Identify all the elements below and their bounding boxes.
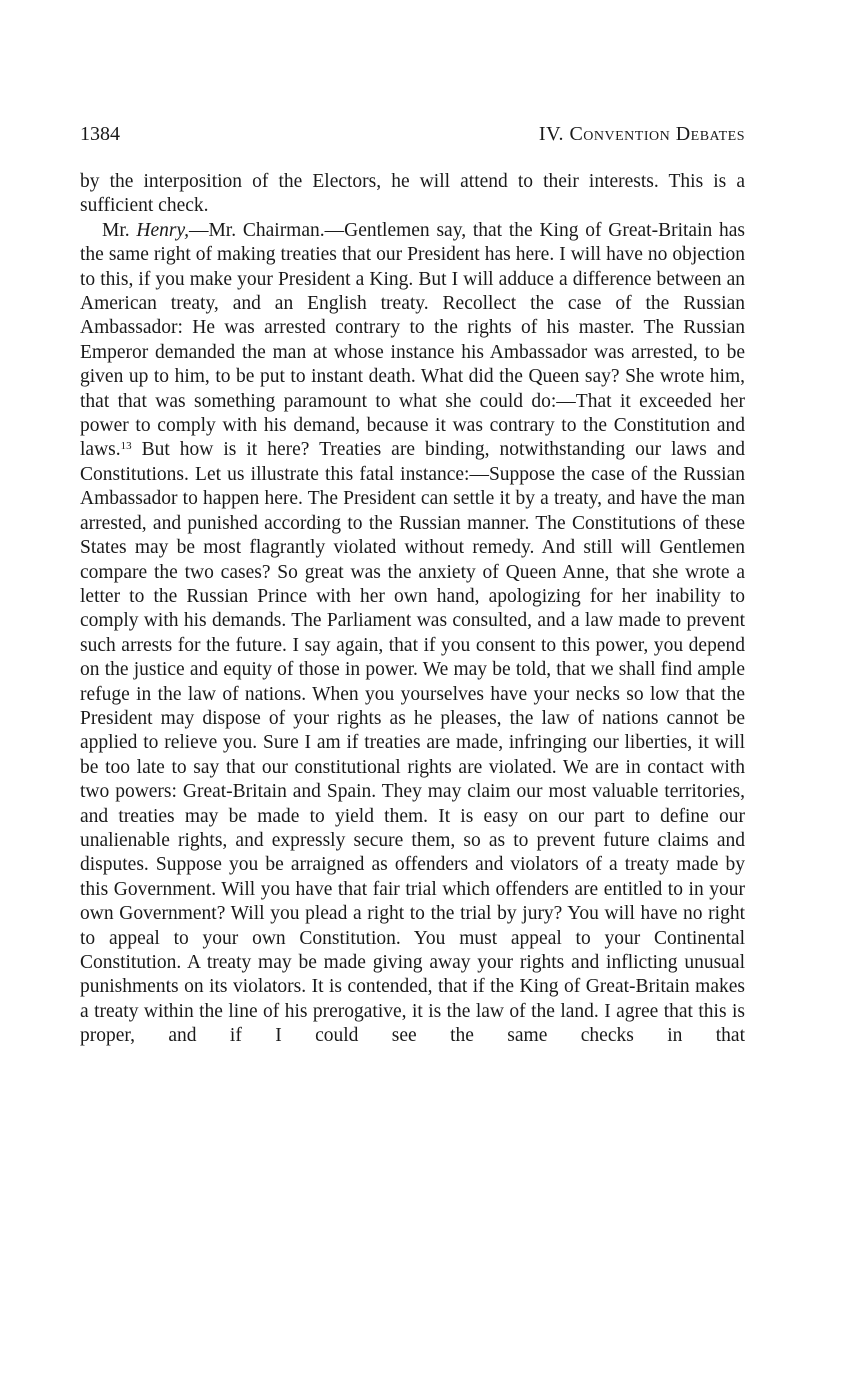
paragraph-continuation (80, 170, 745, 219)
footnote-reference[interactable]: 13 (120, 440, 132, 453)
speech-text-part2: But how is it here? Treaties are binding, notwithstanding our laws and Constitutions. Let us illustrate this fatal instance:—Suppose the case of the Russian Ambassador to happen here. The President can settle it by a treaty, and have the man arrested, and punished according to the Russian manner. The Constitutions of these States may be most flagrantly violated without remedy. And still will Gentlemen compare the two cases? So great was the anxiety of Queen Anne, that she wrote a letter to the Russian Prince with her own hand, apologizing for her inability to comply with his demands. The Parliament was consulted, and a law made to prevent such arrests for the future. I say again, that if you consent to this power, you depend on the justice and equity of those in power. We may be told, that we shall find ample refuge in the law of nations. When you yourselves have your necks so low that the President may dispose of your rights as he pleases, the law of nations cannot be applied to relieve you. Sure I am if treaties are made, infringing our liberties, it will be too late to say that our constitutional rights are violated. We are in contact with two powers: Great-Britain and Spain. They may claim our most valuable territories, and treaties may be made to yield them. It is easy on our part to define our unalienable rights, and expressly secure them, so as to prevent future claims and disputes. Suppose you be arraigned as offenders and violators of a treaty made by this Government. Will you have that fair trial which offenders are entitled to in your own Government? Will you plead a right to the trial by jury? You will have no right to appeal to your own Constitution. You must appeal to your Continental Constitution. A treaty may be made giving away your rights and inflicting unusual punishments on its violators. It is contended, that if the King of Great-Britain makes a treaty within the line of his prerogative, it is the law of the land. I agree that this is proper, and if I could see the same checks in that (80, 439, 745, 1047)
running-head: IV. Convention Debates (538, 123, 745, 145)
page-number: 1384 (80, 123, 120, 145)
continuation-text: by the interposition of the Electors, he will attend to their interests. This is a sufficient check. (80, 171, 745, 217)
paragraph-henry-speech (80, 219, 745, 1049)
page-header (80, 122, 745, 152)
speech-prefix: Mr. (102, 219, 137, 241)
body-text (80, 170, 745, 1049)
speech-text-part1: —Mr. Chairman.—Gentlemen say, that the King of Great-Britain has the same right of making treaties that our President has here. I will have no objection to this, if you make your President a King. But I will adduce a difference between an American treaty, and an English treaty. Recollect the case of the Russian Ambassador: He was arrested contrary to the rights of his master. The Russian Emperor demanded the man at whose instance his Ambassador was arrested, to be given up to him, to be put to instant death. What did the Queen say? She wrote him, that that was something paramount to what she could do:—That it exceeded her power to comply with his demand, because it was contrary to the Constitution and laws. (80, 219, 745, 461)
speaker-name: Henry, (136, 219, 189, 241)
